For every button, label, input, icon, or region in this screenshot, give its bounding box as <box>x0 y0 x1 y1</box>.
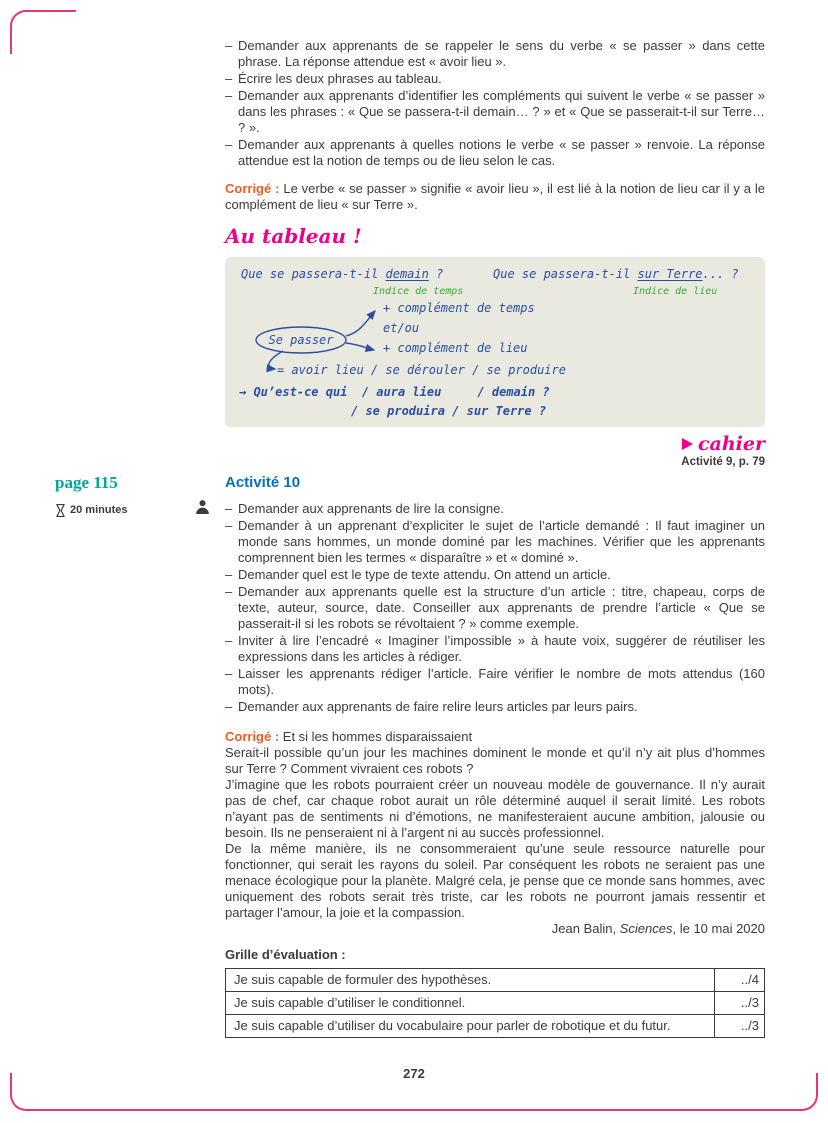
board-result-line-1: → Qu’est-ce qui / aura lieu / demain ? <box>239 385 550 399</box>
au-tableau-heading: Au tableau ! <box>225 224 362 248</box>
list-item: – Demander quel est le type de texte attendu. On attend un article. <box>225 567 765 583</box>
corrige-activite9 <box>225 181 765 213</box>
board-q1-pre: Que se passera-t-il <box>241 267 386 281</box>
corrige-label: Corrigé : <box>225 181 280 196</box>
individual-work-icon <box>195 499 210 518</box>
board-equals-line: = avoir lieu / se dérouler / se produire <box>277 363 566 377</box>
criterion-label: Je suis capable d’utiliser du vocabulaire pour parler de robotique et du futur. <box>226 1015 715 1038</box>
board-question-1 <box>241 267 443 282</box>
board-q2-post: ... ? <box>702 267 739 281</box>
list-item: – Demander aux apprenants de se rappeler le sens du verbe « se passer » dans cette phrase. La réponse attendue est « avoir lieu ». <box>225 38 765 70</box>
list-item: – Demander aux apprenants de faire relire leurs articles par leurs pairs. <box>225 699 765 715</box>
main-column <box>55 38 765 1038</box>
cahier-word: cahier <box>697 433 765 455</box>
blackboard-box <box>225 257 765 427</box>
evaluation-grid-title: Grille d’évaluation : <box>225 947 346 962</box>
byline-author: Jean Balin, <box>551 921 620 936</box>
page-frame-top-left <box>10 10 76 54</box>
corrige-paragraph: J’imagine que les robots pourraient créer un nouveau modèle de gouvernance. Il n’y aurait pas de chef, car chaque robot aurait un rôle déterminé auquel il serait limité. Les robots n’ayant pas de sentiments ni d’émotions, ne manifesteraient aucune ambition, jalousie ou besoin. Ils ne penseraient ni à l’argent ni au succès professionnel. <box>225 777 765 840</box>
board-question-2 <box>493 267 739 282</box>
criterion-score: ../3 <box>715 992 765 1015</box>
table-row <box>226 1015 765 1038</box>
criterion-label: Je suis capable d’utiliser le conditionnel. <box>226 992 715 1015</box>
board-q1-underlined: demain <box>385 267 429 281</box>
board-oval-label: Se passer <box>268 333 334 347</box>
corrige-label: Corrigé : <box>225 729 280 744</box>
list-item: – Demander aux apprenants d’identifier les compléments qui suivent le verbe « se passer » dans les phrases : « Que se passera-t-il demain… ? » et « Que se passerait-t-il sur Terre… ? ». <box>225 88 765 136</box>
board-q2-pre: Que se passera-t-il <box>493 267 638 281</box>
board-branch-lieu: + complément de lieu <box>383 341 528 355</box>
margin-note <box>55 473 205 518</box>
hourglass-icon <box>55 503 66 518</box>
byline-publication: Sciences <box>619 921 673 936</box>
corrige-text: Le verbe « se passer » signifie « avoir lieu », il est lié à la notion de lieu car il y a le complément de lieu « sur Terre ». <box>225 181 765 212</box>
criterion-label: Je suis capable de formuler des hypothèses. <box>226 969 715 992</box>
list-item: – Demander à un apprenant d’expliciter le sujet de l’article demandé : Il faut imaginer un monde sans hommes, un monde dominé par les machines. Vérifier que les apprenants comprennent bien les termes « disparaître » et « dominé ». <box>225 518 765 566</box>
board-q2-underlined: sur Terre <box>637 267 703 281</box>
cahier-reference-block <box>225 433 765 469</box>
student-book-page-reference: page 115 <box>55 473 118 492</box>
corrige-activite10 <box>225 729 765 937</box>
cahier-label <box>225 433 765 455</box>
duration-note <box>55 502 205 518</box>
list-item: – Écrire les deux phrases au tableau. <box>225 71 765 87</box>
list-item: – Laisser les apprenants rédiger l’article. Faire vérifier le nombre de mots attendus (160 mots). <box>225 666 765 698</box>
criterion-score: ../4 <box>715 969 765 992</box>
board-branch-etou: et/ou <box>383 321 420 335</box>
corrige-article-title: Et si les hommes disparaissaient <box>279 729 473 744</box>
instruction-list-activite10 <box>225 501 765 715</box>
instruction-list-activite9 <box>225 38 765 169</box>
board-q1-post: ? <box>428 267 444 281</box>
list-item: – Demander aux apprenants quelle est la structure d’un article : titre, chapeau, corps de texte, auteur, source, date. Conseiller aux apprenants de prendre l’article « Que se passerait-il si les robots se révoltaient ? » comme exemple. <box>225 584 765 632</box>
board-branch-temps: + complément de temps <box>383 301 535 315</box>
list-item: – Demander aux apprenants de lire la consigne. <box>225 501 765 517</box>
table-row <box>226 969 765 992</box>
page-number: 272 <box>403 1066 425 1081</box>
table-row <box>226 992 765 1015</box>
list-item: – Demander aux apprenants à quelles notions le verbe « se passer » renvoie. La réponse attendue est la notion de temps ou de lieu selon le cas. <box>225 137 765 169</box>
cahier-activity-reference: Activité 9, p. 79 <box>681 456 765 468</box>
activite10-section <box>55 473 765 1038</box>
board-result-line-2: / se produira / sur Terre ? <box>351 404 547 418</box>
duration-label: 20 minutes <box>70 504 128 516</box>
activity-title: Activité 10 <box>225 474 301 491</box>
board-note-lieu: Indice de lieu <box>633 286 718 297</box>
corrige-paragraph: De la même manière, ils ne consommeraient qu’une seule ressource naturelle pour fonctionner, qui serait les rayons du soleil. Par conséquent les robots ne seraient pas une menace écologique pour la planète. Malgré cela, je pense que ce monde sans hommes, avec uniquement des robots serait très triste, car les robots ne pourront jamais ressentir et partager l’amour, la joie et la compassion. <box>225 841 765 920</box>
list-item: – Inviter à lire l’encadré « Imaginer l’impossible » à haute voix, suggérer de réutiliser les expressions dans les articles à rédiger. <box>225 633 765 665</box>
board-note-temps: Indice de temps <box>373 286 464 297</box>
article-byline <box>225 921 765 937</box>
byline-date: , le 10 mai 2020 <box>672 921 765 936</box>
criterion-score: ../3 <box>715 1015 765 1038</box>
cahier-arrow-icon <box>682 438 693 450</box>
corrige-title-line <box>225 729 765 745</box>
evaluation-grid-table <box>225 968 765 1038</box>
corrige-paragraph: Serait-il possible qu’un jour les machines dominent le monde et qu’il n’y ait plus d’hommes sur Terre ? Comment vivraient ces robots ? <box>225 745 765 776</box>
